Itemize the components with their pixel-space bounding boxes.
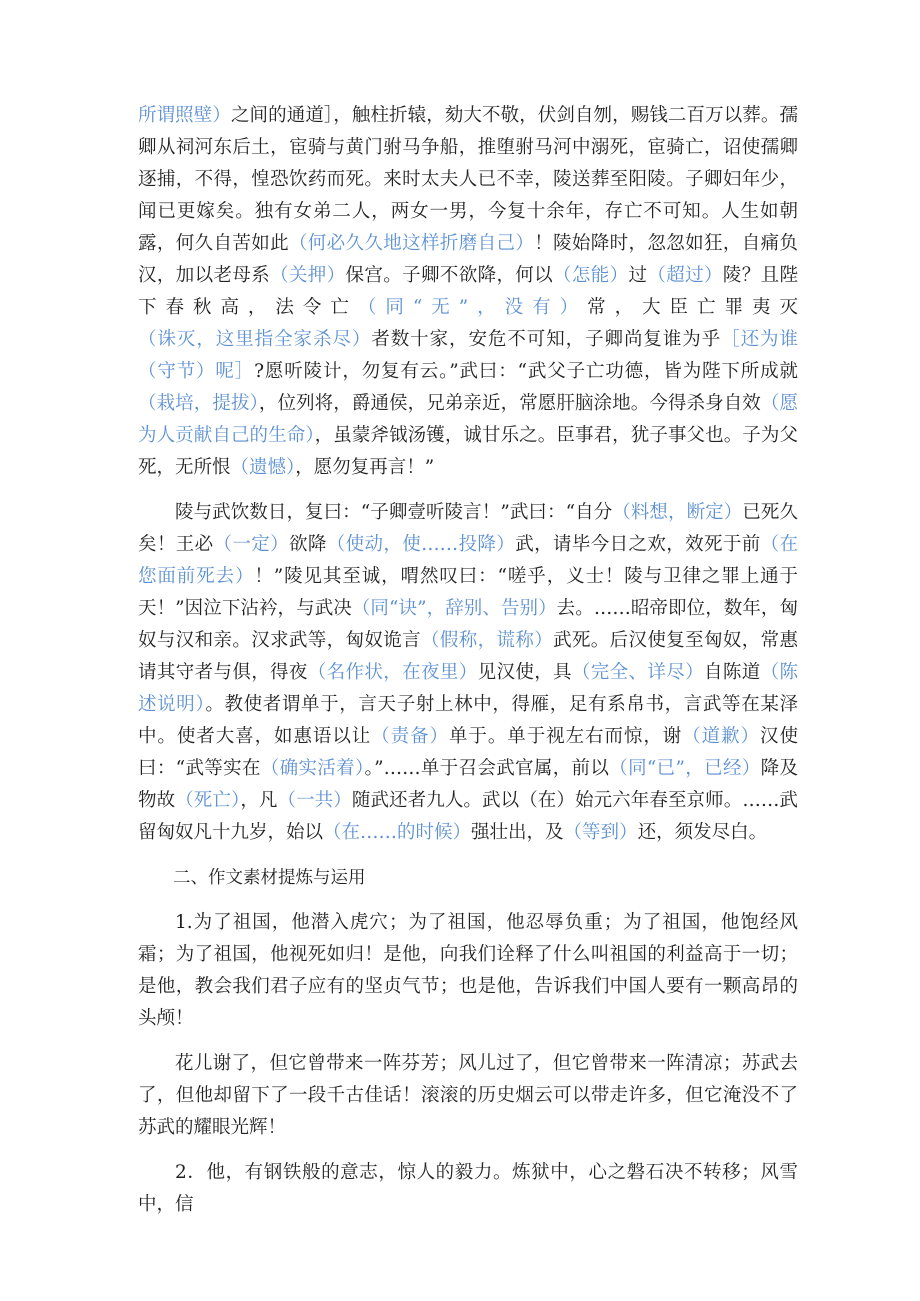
text-run: ?愿听陵计，勿复有云。”武曰：“武父子亡功德，皆为陛下所成就 xyxy=(254,361,798,382)
text-run: 欲降 xyxy=(289,534,327,555)
text-run: ，凡 xyxy=(240,790,278,811)
annotation-note: （愿为人贡献自己的生命） xyxy=(138,393,798,446)
text-paragraph-2 xyxy=(138,497,798,849)
text-run: 还，须发尽白。 xyxy=(637,822,768,843)
material-paragraph-3: 2．他，有钢铁般的意志，惊人的毅力。炼狱中，心之磐石决不转移；风雪中，信 xyxy=(138,1162,798,1215)
text-run: 武，请毕今日之欢，效死于前 xyxy=(515,534,761,555)
annotation-note: （陈述说明） xyxy=(138,662,798,715)
text-run: 武死。后汉使复至匈奴，常惠请其守者与俱，得夜 xyxy=(138,630,798,683)
text-run: 。”……单于召会武官属，前以 xyxy=(364,758,610,779)
annotation-note: （在您面前死去） xyxy=(138,534,798,587)
text-run: ，虽蒙斧钺汤镬，诚甘乐之。臣事君，犹子事父也。子为父死，无所恨 xyxy=(138,425,798,478)
text-run: 陵与武饮数日，复曰：“子卿壹听陵言！”武曰：“自分 xyxy=(175,502,613,523)
text-run: 去。……昭帝即位，数年，匈奴与汉和亲。汉求武等，匈奴诡言 xyxy=(138,598,798,651)
text-run: 已死久矣！王必 xyxy=(138,502,798,555)
text-run: ！陵始降时，忽忽如狂，自痛负汉，加以老母系 xyxy=(138,233,798,286)
material-paragraph-1: 1.为了祖国，他潜入虎穴；为了祖国，他忍辱负重；为了祖国，他饱经风霜；为了祖国，他视死如归！是他，向我们诠释了什么叫祖国的利益高于一切；是他，教会我们君子应有的坚贞气节；也是他，告诉我们中国人要有一颗高昂的头颅！ xyxy=(138,912,798,1029)
annotation-note: （何必久久地这样折磨自己） xyxy=(288,233,535,254)
text-run: 单于。单于视左右而惊，谢 xyxy=(449,726,683,747)
text-run: 自陈道 xyxy=(703,662,761,683)
text-run: ，位列将，爵通侯，兄弟亲近，常愿肝脑涂地。今得杀身自效 xyxy=(258,393,761,414)
annotation-note: （同“无”，没有） xyxy=(357,297,588,318)
text-run: 保宫。子卿不欲降，何以 xyxy=(345,265,554,286)
document-page xyxy=(138,100,798,1221)
annotation-note: （名作状，在夜里） xyxy=(307,662,478,683)
annotation-note: （一定） xyxy=(213,534,290,555)
annotation-note: （同“已”，已经） xyxy=(609,758,761,779)
text-run: 随武还者九人。武以（在）始元六年春至京师。……武留匈奴凡十九岁，始以 xyxy=(138,790,798,843)
annotation-note: （责备） xyxy=(371,726,449,747)
annotation-note: （怎能） xyxy=(553,265,629,286)
text-run: 汉使曰：“武等实在 xyxy=(138,726,798,779)
annotation-note: （假称，谎称） xyxy=(421,630,554,651)
text-run: 降及物故 xyxy=(138,758,798,811)
annotation-note: （栽培，提拔） xyxy=(138,393,259,414)
text-run: 见汉使，具 xyxy=(477,662,572,683)
annotation-note: 所谓照壁） xyxy=(138,105,231,126)
text-run: 陵？且陛下春秋高，法令亡 xyxy=(138,265,798,318)
annotation-note: （一共） xyxy=(277,790,352,811)
annotation-note: （在……的时候） xyxy=(323,822,472,843)
annotation-note: （遗憾） xyxy=(230,457,296,478)
text-run: 者数十家，安危不可知，子卿尚复谁为乎 xyxy=(371,329,722,350)
annotation-note: （道歉） xyxy=(682,726,760,747)
text-run: ！”陵见其至诚，喟然叹曰：“嗟乎，义士！陵与卫律之罪上通于天！”因泣下沾衿，与武决 xyxy=(138,566,798,619)
annotation-note: （同“诀”，辞别、告别） xyxy=(351,598,557,619)
section-heading: 二、作文素材提炼与运用 xyxy=(173,868,366,888)
text-run: 。教使者谓单于，言天子射上林中，得雁，足有系帛书，言武等在某泽中。使者大喜，如惠语以让 xyxy=(138,694,798,747)
annotation-note: （关押） xyxy=(270,265,346,286)
material-paragraph-2: 花儿谢了，但它曾带来一阵芬芳；风儿过了，但它曾带来一阵清凉；苏武去了，但他却留下了一段千古佳话！滚滚的历史烟云可以带走许多，但它淹没不了苏武的耀眼光辉！ xyxy=(138,1053,798,1138)
annotation-note: （使动，使……投降） xyxy=(326,534,516,555)
text-run: 常，大臣亡罪夷灭 xyxy=(587,297,798,318)
text-run: 强壮出，及 xyxy=(471,822,564,843)
annotation-note: ［还为谁（守节）呢］ xyxy=(138,329,798,382)
text-run: 过 xyxy=(628,265,648,286)
annotation-note: （完全、详尽） xyxy=(571,662,704,683)
annotation-note: （诛灭，这里指全家杀尽） xyxy=(138,329,372,350)
annotation-note: （料想，断定） xyxy=(612,502,743,523)
annotation-note: （死亡） xyxy=(175,790,241,811)
text-run: 之间的通道］，触柱折辕，劾大不敬，伏剑自刎，赐钱二百万以葬。孺卿从祠河东后土，宦骑与黄门驸马争船，推堕驸马河中溺死，宦骑亡，诏使孺卿逐捕，不得，惶恐饮药而死。来时太夫人已不幸，陵送葬至阳陵。子卿妇年少，闻已更嫁矣。独有女弟二人，两女一男，今复十余年，存亡不可知。人生如朝露，何久自苦如此 xyxy=(138,105,798,254)
text-run: ，愿勿复再言！” xyxy=(295,457,435,478)
annotation-note: （超过） xyxy=(647,265,723,286)
text-paragraph-1 xyxy=(138,100,798,484)
annotation-note: （确实活着） xyxy=(260,758,365,779)
annotation-note: （等到） xyxy=(563,822,638,843)
